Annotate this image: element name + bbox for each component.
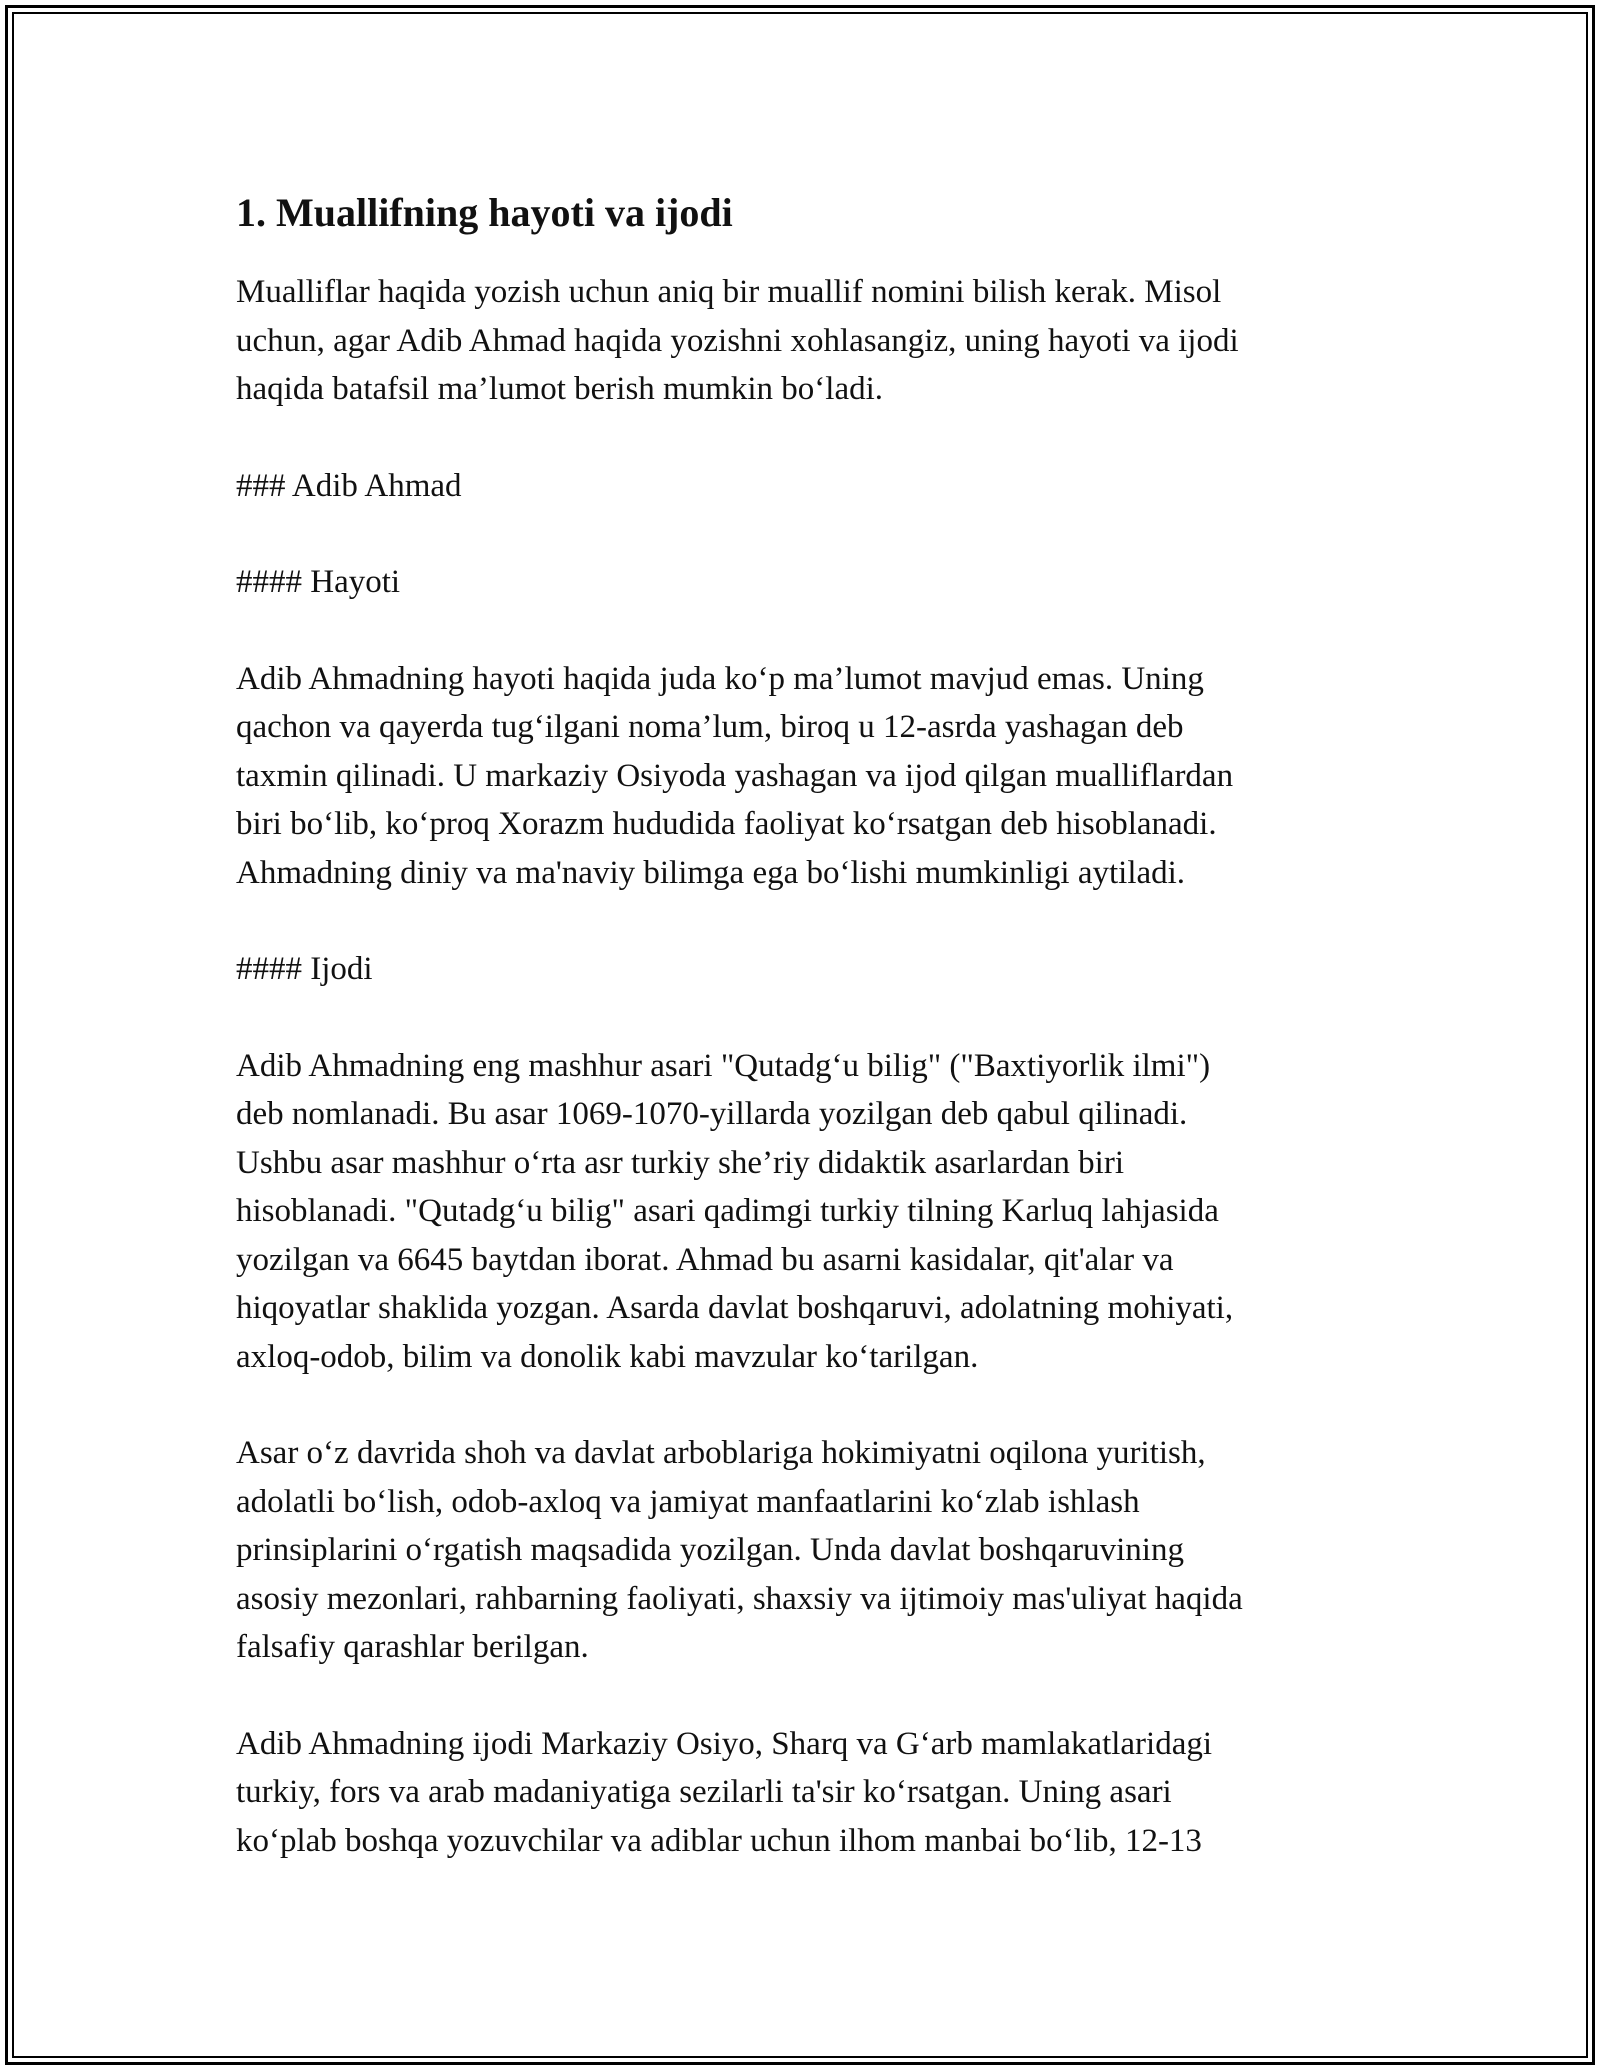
text-line: deb nomlanadi. Bu asar 1069-1070-yillarda yozilgan deb qabul qilinadi.	[236, 1096, 1188, 1132]
heading-work: #### Ijodi	[236, 951, 373, 987]
text-line: adolatli bo‘lish, odob-axloq va jamiyat manfaatlarini ko‘zlab ishlash	[236, 1483, 1140, 1520]
text-line: biri bo‘lib, ko‘proq Xorazm hududida faoliyat ko‘rsatgan deb hisoblanadi.	[236, 806, 1217, 842]
heading-author: ### Adib Ahmad	[236, 467, 462, 504]
text-line: Adib Ahmadning ijodi Markaziy Osiyo, Sharq va G‘arb mamlakatlaridagi	[236, 1725, 1213, 1762]
text-line: yozilgan va 6645 baytdan iborat. Ahmad bu asarni kasidalar, qit'alar va	[236, 1241, 1174, 1278]
heading-life: #### Hayoti	[236, 564, 401, 600]
text-line: Asar o‘z davrida shoh va davlat arboblariga hokimiyatni oqilona yuritish,	[236, 1435, 1206, 1471]
work-paragraph-1	[236, 1042, 1396, 1382]
text-line: haqida batafsil ma’lumot berish mumkin bo‘ladi.	[236, 371, 884, 407]
text-line: taxmin qilinadi. U markaziy Osiyoda yashagan va ijod qilgan mualliflardan	[236, 757, 1234, 794]
document-body	[236, 186, 1396, 1913]
work-paragraph-3	[236, 1720, 1396, 1866]
text-line: turkiy, fors va arab madaniyatiga sezilarli ta'sir ko‘rsatgan. Uning asari	[236, 1774, 1172, 1810]
text-line: hisoblanadi. "Qutadg‘u bilig" asari qadimgi turkiy tilning Karluq lahjasida	[236, 1193, 1219, 1229]
text-line: axloq-odob, bilim va donolik kabi mavzular ko‘tarilgan.	[236, 1338, 979, 1375]
text-line: uchun, agar Adib Ahmad haqida yozishni xohlasangiz, uning hayoti va ijodi	[236, 322, 1239, 359]
text-line: Adib Ahmadning eng mashhur asari "Qutadg‘u bilig" ("Baxtiyorlik ilmi")	[236, 1047, 1211, 1084]
text-line: Adib Ahmadning hayoti haqida juda ko‘p ma’lumot mavjud emas. Uning	[236, 660, 1204, 697]
text-line: hiqoyatlar shaklida yozgan. Asarda davlat boshqaruvi, adolatning mohiyati,	[236, 1290, 1234, 1326]
text-line: ko‘plab boshqa yozuvchilar va adiblar uchun ilhom manbai bo‘lib, 12-13	[236, 1822, 1202, 1859]
text-line: prinsiplarini o‘rgatish maqsadida yozilgan. Unda davlat boshqaruvining	[236, 1532, 1184, 1568]
text-line: Ahmadning diniy va ma'naviy bilimga ega bo‘lishi mumkinligi aytiladi.	[236, 854, 1186, 891]
page-title: 1. Muallifning hayoti va ijodi	[236, 190, 733, 235]
text-line: Ushbu asar mashhur o‘rta asr turkiy she’riy didaktik asarlardan biri	[236, 1144, 1124, 1181]
work-paragraph-2	[236, 1429, 1396, 1672]
text-line: qachon va qayerda tug‘ilgani noma’lum, biroq u 12-asrda yashagan deb	[236, 709, 1184, 745]
text-line: asosiy mezonlari, rahbarning faoliyati, shaxsiy va ijtimoiy mas'uliyat haqida	[236, 1580, 1243, 1617]
text-line: Mualliflar haqida yozish uchun aniq bir muallif nomini bilish kerak. Misol	[236, 274, 1222, 310]
life-paragraph	[236, 655, 1396, 898]
text-line: falsafiy qarashlar berilgan.	[236, 1629, 589, 1665]
intro-paragraph	[236, 268, 1396, 414]
